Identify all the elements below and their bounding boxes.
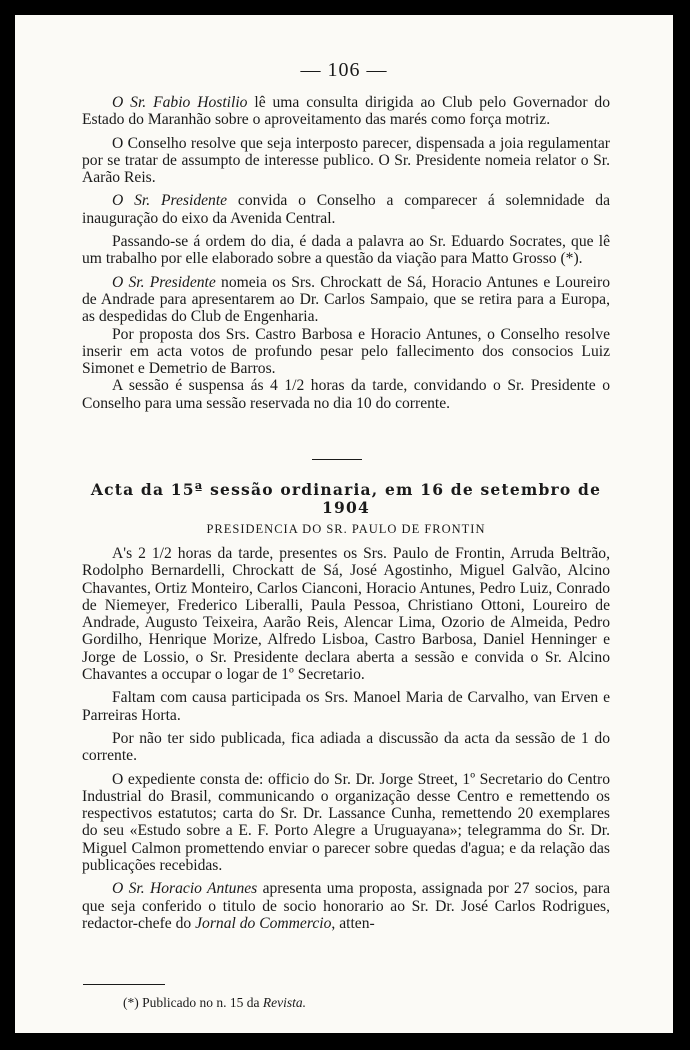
paragraph: O Conselho resolve que seja interposto parecer, dispensada a joia regulamentar por se tratar de assumpto de interesse publico. O Sr. Presidente nomeia relator o Sr. Aarão Reis.	[82, 134, 610, 187]
paragraph	[82, 192, 610, 227]
speaker-name: O Sr. Horacio Antunes	[112, 880, 258, 898]
footnote-divider	[83, 984, 165, 985]
paragraph: Faltam com causa participada os Srs. Manoel Maria de Carvalho, van Erven e Parreiras Horta.	[82, 689, 610, 724]
presidency-heading: PRESIDENCIA DO SR. PAULO DE FRONTIN	[206, 522, 486, 536]
section-title: Acta da 15ª sessão ordinaria, em 16 de setembro de 1904	[90, 480, 602, 517]
speaker-name: O Sr. Presidente	[112, 273, 216, 291]
journal-title: Jornal do Commercio	[195, 914, 332, 932]
speaker-name: O Sr. Presidente	[112, 192, 228, 210]
session-continuation	[82, 94, 610, 412]
paragraph-text: convida o Conselho a comparecer á solemnidade da inauguração do eixo da Avenida Central.	[82, 192, 610, 227]
footnote-text: (*) Publicado no n. 15 da	[123, 995, 263, 1010]
paragraph: A's 2 1/2 horas da tarde, presentes os Srs. Paulo de Frontin, Arruda Beltrão, Rodolpho Bernardelli, Chrockatt de Sá, José Agostinho, Miguel Galvão, Alcino Chavantes, Ortiz Monteiro, Carlos Cianconi, Horacio Antunes, Pedro Luiz, Conrado de Niemeyer, Frederico Liberalli, Paula Pessoa, Christiano Ottoni, Loureiro de Andrade, Augusto Teixeira, Aarão Reis, Alencar Lima, Ozorio de Almeida, Pedro Gordilho, Henrique Morize, Alfredo Lisboa, Castro Barbosa, Daniel Henninger e Jorge de Lossio, o Sr. Presidente declara aberta a sessão e convida o Sr. Alcino Chavantes a occupar o logar de 1º Secretario.	[82, 545, 610, 684]
paragraph-text: lê uma consulta dirigida ao Club pelo Governador do Estado do Maranhão sobre o aproveitamento das marés como força motriz.	[82, 94, 610, 129]
footnote	[123, 995, 306, 1011]
footnote-journal: Revista.	[262, 995, 306, 1010]
paragraph-text: nomeia os Srs. Chrockatt de Sá, Horacio Antunes e Loureiro de Andrade para apresentarem ao Dr. Carlos Sampaio, que se retira para a Europa, as despedidas do Club de Engenharia.	[82, 273, 610, 326]
paragraph	[82, 274, 610, 326]
paragraph-text: apresenta uma proposta, assignada por 27 socios, para que seja conferido o titulo de socio honorario ao Sr. Dr. José Carlos Rodrigues, redactor-chefe do	[82, 880, 611, 932]
document-page	[15, 15, 673, 1033]
paragraph: Passando-se á ordem do dia, é dada a palavra ao Sr. Eduardo Socrates, que lê um trabalho por elle elaborado sobre a questão da viação para Matto Grosso (*).	[82, 233, 610, 268]
paragraph	[82, 880, 610, 932]
paragraph: A sessão é suspensa ás 4 1/2 horas da tarde, convidando o Sr. Presidente o Conselho para uma sessão reservada no dia 10 do corrente.	[82, 377, 610, 412]
session-minutes	[82, 545, 610, 938]
paragraph: Por proposta dos Srs. Castro Barbosa e Horacio Antunes, o Conselho resolve inserir em acta votos de profundo pesar pelo fallecimento dos consocios Luiz Simonet e Demetrio de Barros.	[82, 325, 610, 378]
paragraph: O expediente consta de: officio do Sr. Dr. Jorge Street, 1º Secretario do Centro Industrial do Brasil, communicando o organização desse Centro e remettendo os respectivos estatutos; carta do Sr. Dr. Lassance Cunha, remettendo 20 exemplares do seu «Estudo sobre a E. F. Porto Alegre a Uruguayana»; telegramma do Sr. Dr. Miguel Calmon promettendo enviar o parecer sobre quedas d'agua; e da relação das publicações recebidas.	[82, 770, 610, 875]
section-divider	[312, 459, 362, 460]
page-number: — 106 —	[300, 59, 388, 81]
paragraph	[82, 94, 610, 129]
paragraph-text: , atten-	[331, 914, 375, 932]
speaker-name: O Sr. Fabio Hostilio	[112, 94, 248, 111]
paragraph: Por não ter sido publicada, fica adiada a discussão da acta da sessão de 1 do corrente.	[82, 729, 610, 765]
